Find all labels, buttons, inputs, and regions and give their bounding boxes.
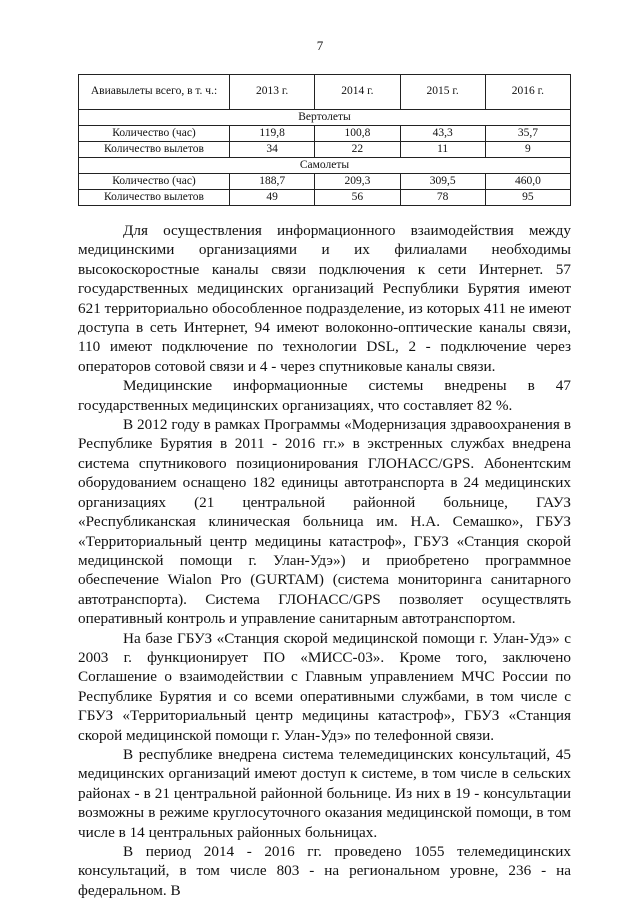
table-section-row <box>79 110 571 126</box>
table-header-cell: Авиавылеты всего, в т. ч.: <box>79 75 230 110</box>
table-cell: 78 <box>400 190 485 206</box>
table-cell: 460,0 <box>485 174 570 190</box>
section-title-airplanes: Самолеты <box>79 158 571 174</box>
paragraph: В период 2014 - 2016 гг. проведено 1055 телемедицинских консультаций, в том числе 803 - на региональном уровне, 236 - на федеральном. В <box>78 843 571 899</box>
table-cell: 309,5 <box>400 174 485 190</box>
table-cell: 22 <box>315 142 400 158</box>
paragraph: На базе ГБУЗ «Станция скорой медицинской помощи г. Улан-Удэ» с 2003 г. функционирует ПО «МИСС-03». Кроме того, заключено Соглашение о взаимодействии с Главным управлением МЧС России по Республике Бурятия и со всеми оперативными службами, в том числе с ГБУЗ «Территориальный центр медицины катастроф», ГБУЗ «Станция скорой медицинской помощи г. Улан-Удэ» по телефонной связи. <box>78 629 571 744</box>
row-label: Количество (час) <box>79 126 230 142</box>
table-header-cell: 2016 г. <box>485 75 570 110</box>
table-cell: 49 <box>230 190 315 206</box>
table-cell: 11 <box>400 142 485 158</box>
table-header-cell: 2013 г. <box>230 75 315 110</box>
table-cell: 34 <box>230 142 315 158</box>
row-label: Количество (час) <box>79 174 230 190</box>
body-text <box>78 221 571 900</box>
table-cell: 119,8 <box>230 126 315 142</box>
table-cell: 43,3 <box>400 126 485 142</box>
flights-table <box>78 74 571 206</box>
table-cell: 35,7 <box>485 126 570 142</box>
table-header-row <box>79 75 571 110</box>
table-cell: 209,3 <box>315 174 400 190</box>
table-row <box>79 174 571 190</box>
page-number: 7 <box>316 38 324 53</box>
table-header-cell: 2015 г. <box>400 75 485 110</box>
paragraph: В республике внедрена система телемедицинских консультаций, 45 медицинских организаций имеют доступ к системе, в том числе в сельских районах - в 21 центральной районной больнице. Из них в 19 - консультации возможны в режиме круглосуточного оказания медицинской помощи, в том числе в 14 центральных районных больницах. <box>78 745 571 841</box>
table-row <box>79 126 571 142</box>
paragraph: Медицинские информационные системы внедрены в 47 государственных медицинских организациях, что составляет 82 %. <box>78 377 571 414</box>
table-cell: 100,8 <box>315 126 400 142</box>
table-cell: 56 <box>315 190 400 206</box>
table-cell: 9 <box>485 142 570 158</box>
table-cell: 95 <box>485 190 570 206</box>
paragraph: Для осуществления информационного взаимодействия между медицинскими организациями и их филиалами необходимы высокоскоростные каналы связи подключения к сети Интернет. 57 государственных медицинских организаций Республики Бурятия имеют 621 территориально обособленное подразделение, из которых 411 не имеют доступа в сеть Интернет, 94 имеют волоконно-оптические каналы связи, 110 имеют подключение по технологии DSL, 2 - подключение через операторов сотовой связи и 4 - через спутниковые каналы связи. <box>78 222 571 375</box>
table-row <box>79 142 571 158</box>
row-label: Количество вылетов <box>79 190 230 206</box>
section-title-helicopters: Вертолеты <box>79 110 571 126</box>
paragraph: В 2012 году в рамках Программы «Модернизация здравоохранения в Республике Бурятия в 2011 - 2016 гг.» в экстренных службах внедрена система спутникового позиционирования ГЛОНАСС/GPS. Абонентским оборудованием оснащено 182 единицы автотранспорта в 24 медицинских организациях (21 центральной районной больнице, ГАУЗ «Республиканская клиническая больница им. Н.А. Семашко», ГБУЗ «Территориальный центр медицины катастроф», ГБУЗ «Станция скорой медицинской помощи г. Улан-Удэ») и приобретено программное обеспечение Wialon Pro (GURTAM) (система мониторинга санитарного автотранспорта). Система ГЛОНАСС/GPS позволяет осуществлять оперативный контроль и управление санитарным автотранспортом. <box>78 416 571 628</box>
table-section-row <box>79 158 571 174</box>
table-row <box>79 190 571 206</box>
table-header-cell: 2014 г. <box>315 75 400 110</box>
table-cell: 188,7 <box>230 174 315 190</box>
row-label: Количество вылетов <box>79 142 230 158</box>
